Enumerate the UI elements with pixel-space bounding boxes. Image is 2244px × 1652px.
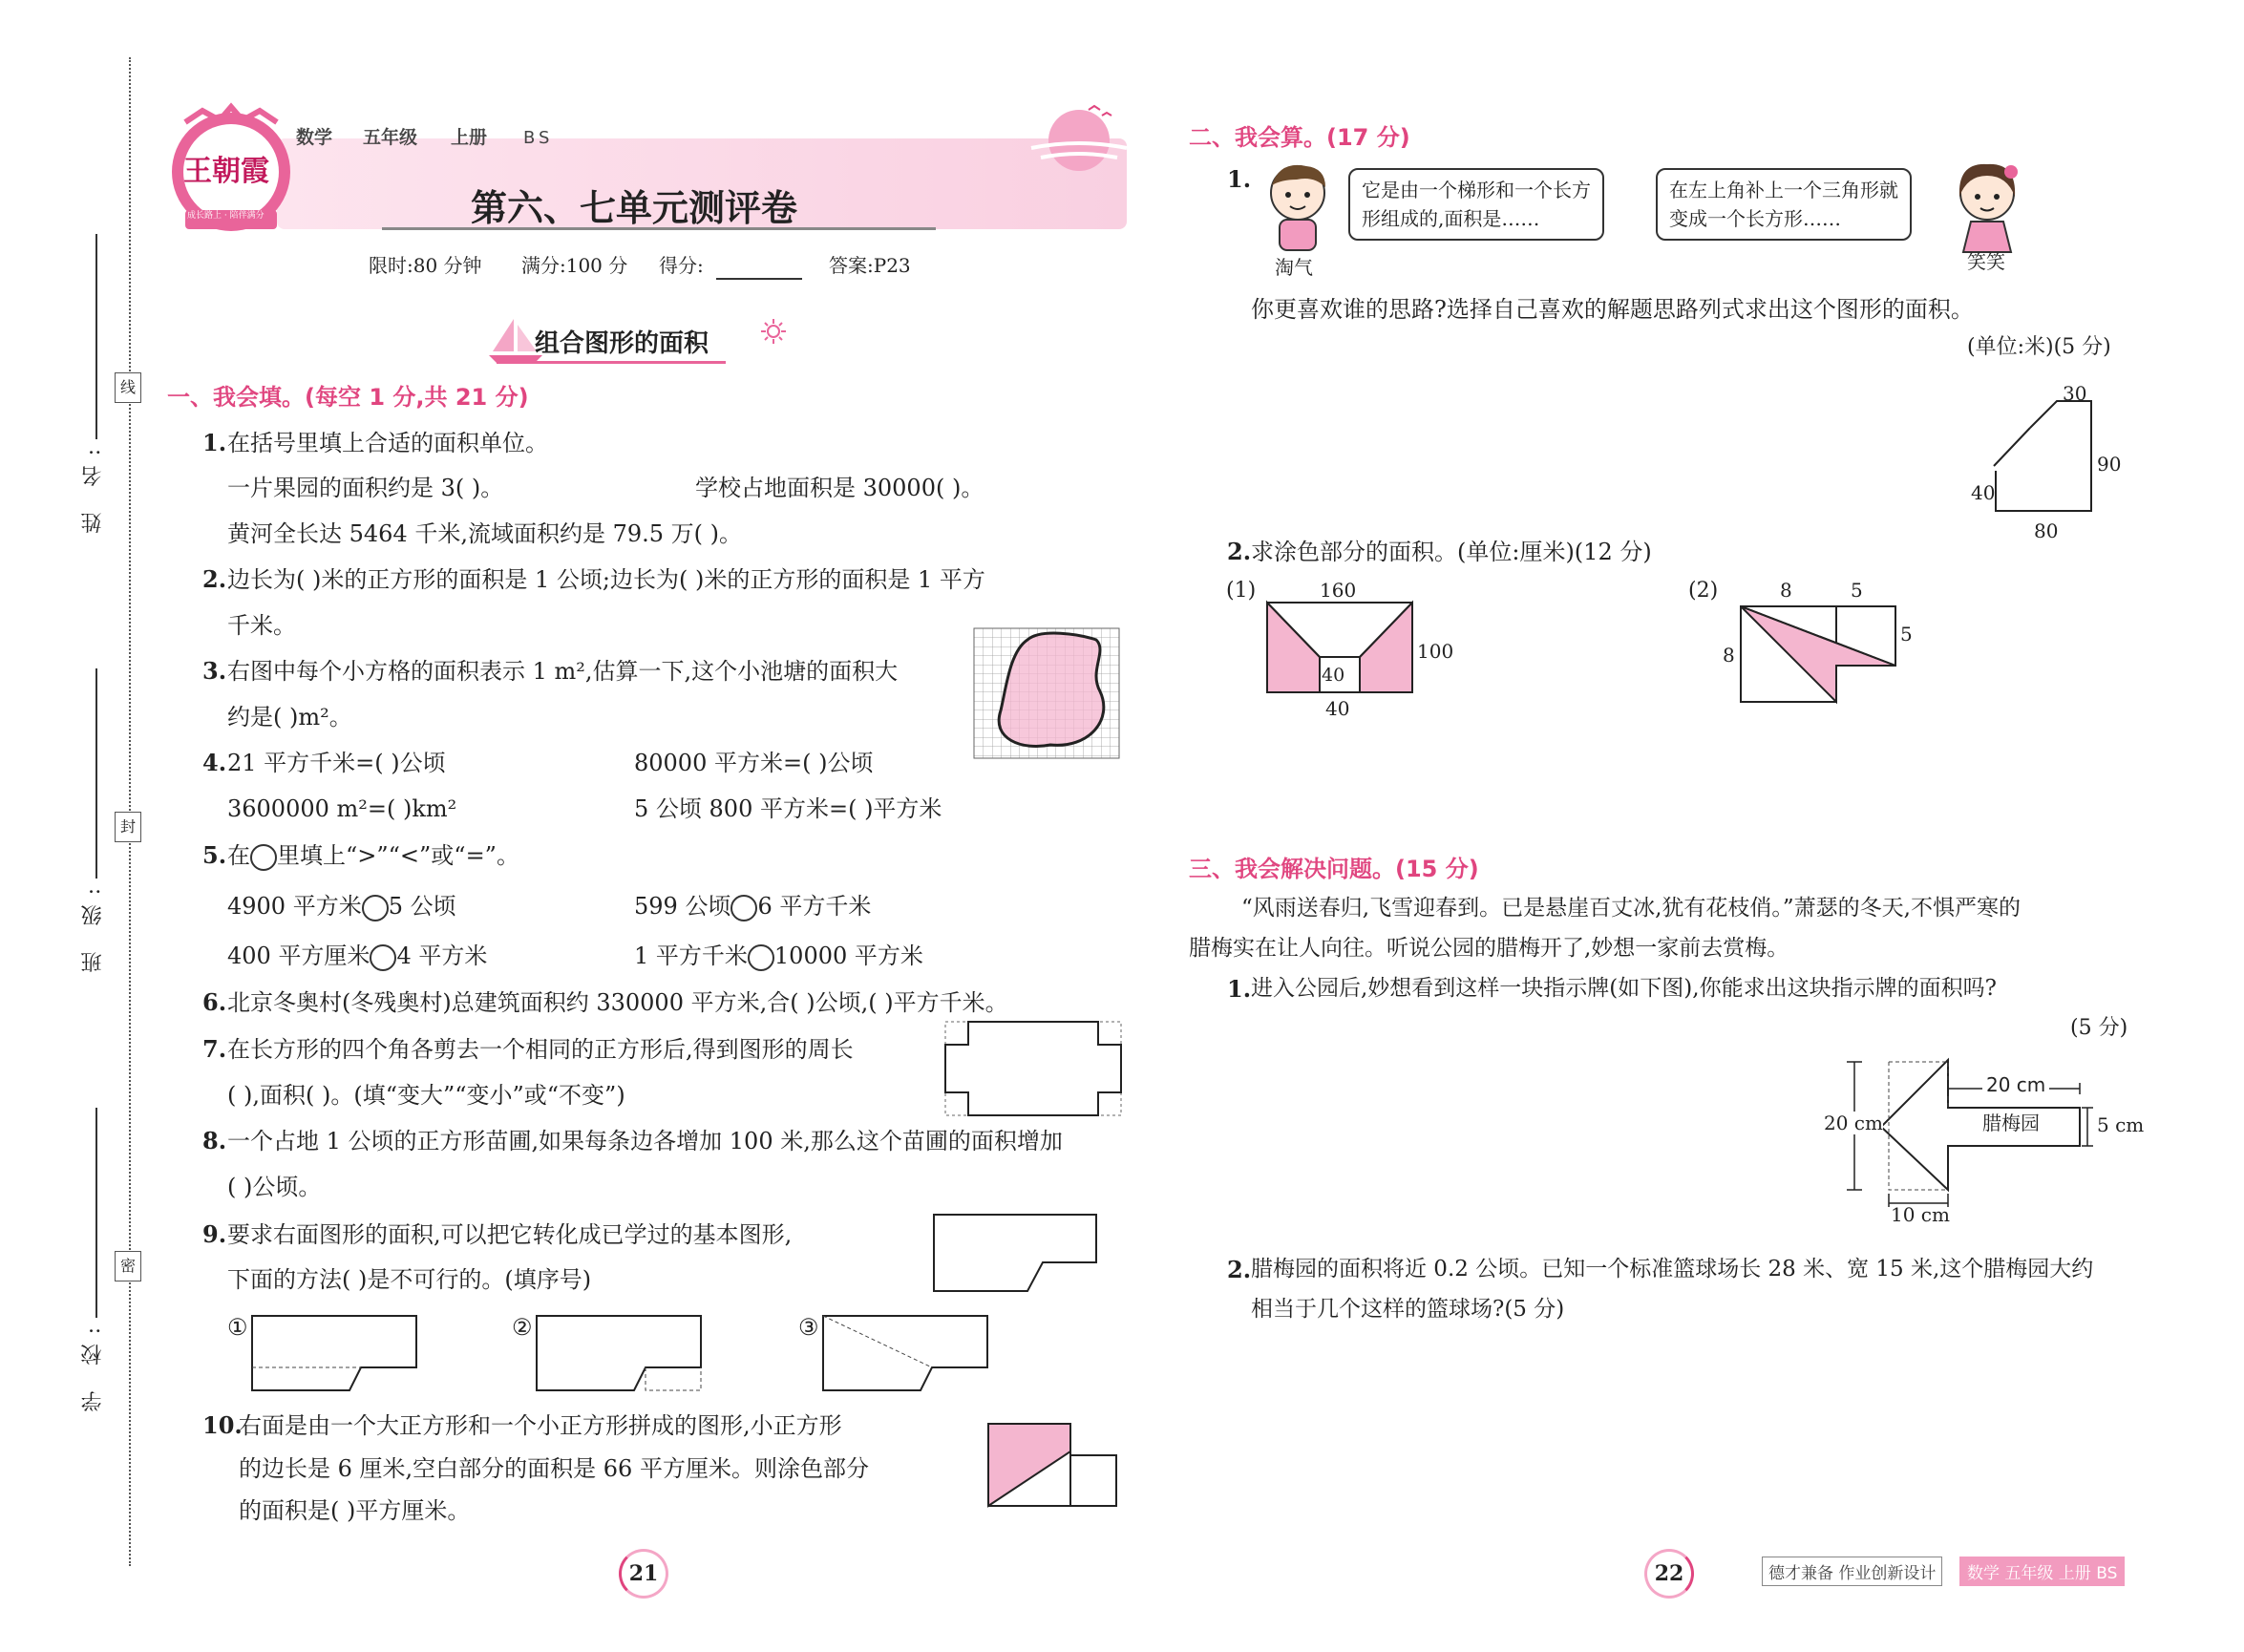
- q5-b-circle[interactable]: [730, 895, 757, 921]
- name-label: 姓 名:: [81, 439, 105, 534]
- q5-b-right: 6 平方千米: [757, 893, 872, 920]
- bubble-right-line1: 在左上角补上一个三角形就: [1669, 179, 1898, 201]
- q5-a-left: 4900 平方米: [227, 893, 362, 920]
- q9-line2: 下面的方法( )是不可行的。(填序号): [227, 1266, 592, 1293]
- s2-q2-num: 2.: [1227, 538, 1252, 565]
- s3-q1-num: 1.: [1227, 975, 1252, 1003]
- s2-dim-top: 30: [2063, 382, 2087, 405]
- q8-line2: ( )公顷。: [227, 1174, 322, 1200]
- answer-ref: 答案:P23: [829, 254, 911, 277]
- q8-num: 8.: [202, 1127, 227, 1154]
- q5-stem-post: 里填上“>”“<”或“=”。: [277, 842, 519, 869]
- q7-line1: 在长方形的四个角各剪去一个相同的正方形后,得到图形的周长: [227, 1036, 854, 1063]
- s2-q2-part1-label: (1): [1226, 579, 1257, 603]
- page-number-left: 21: [619, 1549, 668, 1599]
- score-label: 得分:: [659, 254, 704, 277]
- s2-q1-unit: (单位:米)(5 分): [1967, 335, 2111, 359]
- s2-dim-bottom: 80: [2034, 519, 2059, 542]
- q4-d: 5 公顷 800 平方米=( )平方米: [634, 795, 942, 822]
- q5-d-left: 1 平方千米: [634, 942, 748, 969]
- class-label: 班 级:: [81, 879, 105, 973]
- q5-c: [227, 942, 487, 971]
- q5-b: [634, 893, 871, 921]
- speech-bubble-right: [1656, 168, 1912, 241]
- topic-title: 组合图形的面积: [535, 329, 709, 358]
- page-number-right: 22: [1644, 1549, 1694, 1599]
- full-score: 满分:100 分: [521, 254, 628, 277]
- q5-a-right: 5 公顷: [388, 893, 456, 920]
- page-title: 第六、七单元测评卷: [471, 187, 798, 229]
- q5-stem: [227, 842, 519, 871]
- q9-num: 9.: [202, 1220, 227, 1248]
- dim-20-left: 20 cm: [1824, 1112, 1883, 1134]
- s2-dim-right: 90: [2097, 453, 2122, 476]
- name-field[interactable]: [95, 234, 97, 439]
- q6-num: 6.: [202, 988, 227, 1016]
- cut-mark-seal: 封: [115, 812, 141, 842]
- q7-num: 7.: [202, 1035, 227, 1063]
- q2-line1: 边长为( )米的正方形的面积是 1 公顷;边长为( )米的正方形的面积是 1 平方: [227, 566, 985, 593]
- s2-p2-right: 5: [1900, 623, 1913, 646]
- s3-intro-line1: “风雨送春归,飞雪迎春到。已是悬崖百丈冰,犹有花枝俏。”萧瑟的冬天,不惧严寒的: [1241, 896, 2021, 921]
- section2-heading: 二、我会算。(17 分): [1189, 124, 1410, 151]
- s2-p2-left: 8: [1723, 644, 1735, 667]
- q5-a: [227, 893, 456, 921]
- series-label: 德才兼备 作业创新设计: [1762, 1557, 1942, 1586]
- q5-d-right: 10000 平方米: [773, 942, 923, 969]
- s2-p1-right: 100: [1417, 640, 1454, 663]
- q10-line2: 的边长是 6 厘米,空白部分的面积是 66 平方厘米。则涂色部分: [239, 1455, 869, 1482]
- q1-a: 一片果园的面积约是 3( )。: [227, 475, 504, 501]
- cut-mark-secret: 密: [115, 1251, 141, 1281]
- q5-b-left: 599 公顷: [634, 893, 731, 920]
- dim-10: 10 cm: [1891, 1203, 1950, 1226]
- s2-p1-bottom: 40: [1325, 697, 1350, 720]
- q5-stem-pre: 在: [227, 842, 250, 869]
- girl-avatar-icon: [1948, 159, 2026, 254]
- q9-option1-figure: [250, 1314, 418, 1392]
- brand-tag: 成长路上 · 陪伴满分: [187, 211, 265, 221]
- q4-b: 80000 平方米=( )公顷: [634, 750, 874, 776]
- q4-a: 21 平方千米=( )公顷: [227, 750, 446, 776]
- q9-option3-figure: [821, 1314, 989, 1392]
- q4-num: 4.: [202, 749, 227, 776]
- sun-icon: [759, 317, 788, 346]
- q5-a-circle[interactable]: [362, 895, 389, 921]
- compare-circle-icon: [250, 844, 277, 871]
- subject-label: 数学: [296, 127, 333, 148]
- q1-num: 1.: [202, 429, 227, 456]
- sunset-icon: [1031, 100, 1127, 167]
- school-field[interactable]: [95, 1108, 97, 1318]
- q8-line1: 一个占地 1 公顷的正方形苗圃,如果每条边各增加 100 米,那么这个苗圃的面积增加: [227, 1128, 1063, 1154]
- edition-label: BS: [523, 128, 554, 148]
- footer-badge: 数学 五年级 上册 BS: [1959, 1557, 2125, 1586]
- section1-heading: 一、我会填。(每空 1 分,共 21 分): [167, 384, 529, 411]
- q5-d: [634, 942, 923, 971]
- boy-avatar-icon: [1259, 159, 1337, 254]
- s2-p1-inner: 40: [1322, 665, 1345, 686]
- score-field[interactable]: [716, 278, 802, 280]
- s2-dim-left: 40: [1971, 481, 1996, 504]
- s3-q2-num: 2.: [1227, 1256, 1252, 1283]
- brand-name: 王朝霞: [183, 155, 269, 188]
- q3-num: 3.: [202, 657, 227, 685]
- cut-mark-line: 线: [115, 372, 141, 403]
- s2-p1-top: 160: [1320, 579, 1357, 602]
- q1-stem: 在括号里填上合适的面积单位。: [227, 430, 548, 456]
- time-limit: 限时:80 分钟: [369, 254, 482, 277]
- q4-c: 3600000 m²=( )km²: [227, 795, 457, 822]
- class-field[interactable]: [95, 668, 97, 879]
- bubble-right-line2: 变成一个长方形……: [1669, 207, 1841, 230]
- pond-grid-figure: [974, 628, 1119, 758]
- char-right-label: 笑笑: [1967, 250, 2005, 273]
- s2-p2-top-a: 8: [1780, 579, 1792, 602]
- bubble-left-line2: 形组成的,面积是……: [1362, 207, 1540, 230]
- s3-q1-line1: 进入公园后,妙想看到这样一块指示牌(如下图),你能求出这块指示牌的面积吗?: [1251, 976, 1997, 1001]
- q5-c-right: 4 平方米: [396, 942, 488, 969]
- volume-label: 上册: [451, 127, 488, 148]
- q9-line1: 要求右面图形的面积,可以把它转化成已学过的基本图形,: [227, 1221, 793, 1248]
- shaded-figure-2: [1740, 605, 1896, 703]
- q5-c-left: 400 平方厘米: [227, 942, 370, 969]
- q1-c: 黄河全长达 5464 千米,流域面积约是 79.5 万( )。: [227, 520, 743, 547]
- school-label: 学 校:: [81, 1318, 105, 1412]
- section3-heading: 三、我会解决问题。(15 分): [1189, 856, 1479, 882]
- signboard-figure: [1852, 1050, 2110, 1213]
- q9-opt1: ①: [227, 1314, 248, 1341]
- q9-opt3: ③: [798, 1314, 819, 1341]
- trapezoid-rect-figure: [1948, 382, 2101, 544]
- grade-label: 五年级: [363, 127, 418, 148]
- q9-option2-figure: [535, 1314, 703, 1392]
- topic-underline: [497, 361, 726, 364]
- title-underline: [382, 227, 936, 230]
- s2-q2-stem: 求涂色部分的面积。(单位:厘米)(12 分): [1251, 539, 1652, 565]
- speech-bubble-left: [1348, 168, 1604, 241]
- q3-line1: 右图中每个小方格的面积表示 1 m²,估算一下,这个小池塘的面积大: [227, 658, 899, 685]
- s3-q2-line1: 腊梅园的面积将近 0.2 公顷。已知一个标准篮球场长 28 米、宽 15 米,这个腊梅园大约: [1251, 1257, 2094, 1281]
- q10-line1: 右面是由一个大正方形和一个小正方形拼成的图形,小正方形: [239, 1412, 842, 1439]
- binding-margin: [0, 0, 143, 1652]
- dim-5: 5 cm: [2097, 1113, 2145, 1136]
- q9-shape: [932, 1213, 1098, 1293]
- q5-c-circle[interactable]: [370, 944, 396, 971]
- bubble-left-line1: 它是由一个梯形和一个长方: [1362, 179, 1591, 201]
- s3-q2-line2: 相当于几个这样的篮球场?(5 分): [1251, 1297, 1565, 1322]
- q10-squares-figure: [987, 1423, 1117, 1507]
- cut-corners-figure: [945, 1022, 1121, 1115]
- q10-line3: 的面积是( )平方厘米。: [239, 1497, 471, 1524]
- q1-b: 学校占地面积是 30000( )。: [695, 475, 984, 501]
- s2-q1-num: 1.: [1227, 165, 1252, 193]
- q10-num: 10.: [202, 1411, 243, 1439]
- s2-q2-part2-label: (2): [1688, 579, 1719, 603]
- q5-d-circle[interactable]: [748, 944, 774, 971]
- q3-line2: 约是( )m²。: [227, 704, 352, 731]
- sign-text: 腊梅园: [1982, 1112, 2040, 1134]
- q2-num: 2.: [202, 565, 227, 593]
- s3-intro-line2: 腊梅实在让人向往。听说公园的腊梅开了,妙想一家前去赏梅。: [1189, 936, 1789, 961]
- s2-p2-top-b: 5: [1851, 579, 1863, 602]
- q7-line2: ( ),面积( )。(填“变大”“变小”或“不变”): [227, 1082, 625, 1109]
- q6-text: 北京冬奥村(冬残奥村)总建筑面积约 330000 平方米,合( )公顷,( )平方千米。: [227, 989, 1008, 1016]
- s3-q1-score: (5 分): [2070, 1016, 2128, 1040]
- dim-20-top: 20 cm: [1982, 1073, 2049, 1096]
- char-left-label: 淘气: [1275, 256, 1313, 279]
- s2-q1-question: 你更喜欢谁的思路?选择自己喜欢的解题思路列式求出这个图形的面积。: [1251, 296, 1974, 323]
- q2-line2: 千米。: [227, 612, 296, 639]
- q5-num: 5.: [202, 841, 227, 869]
- q9-opt2: ②: [512, 1314, 533, 1341]
